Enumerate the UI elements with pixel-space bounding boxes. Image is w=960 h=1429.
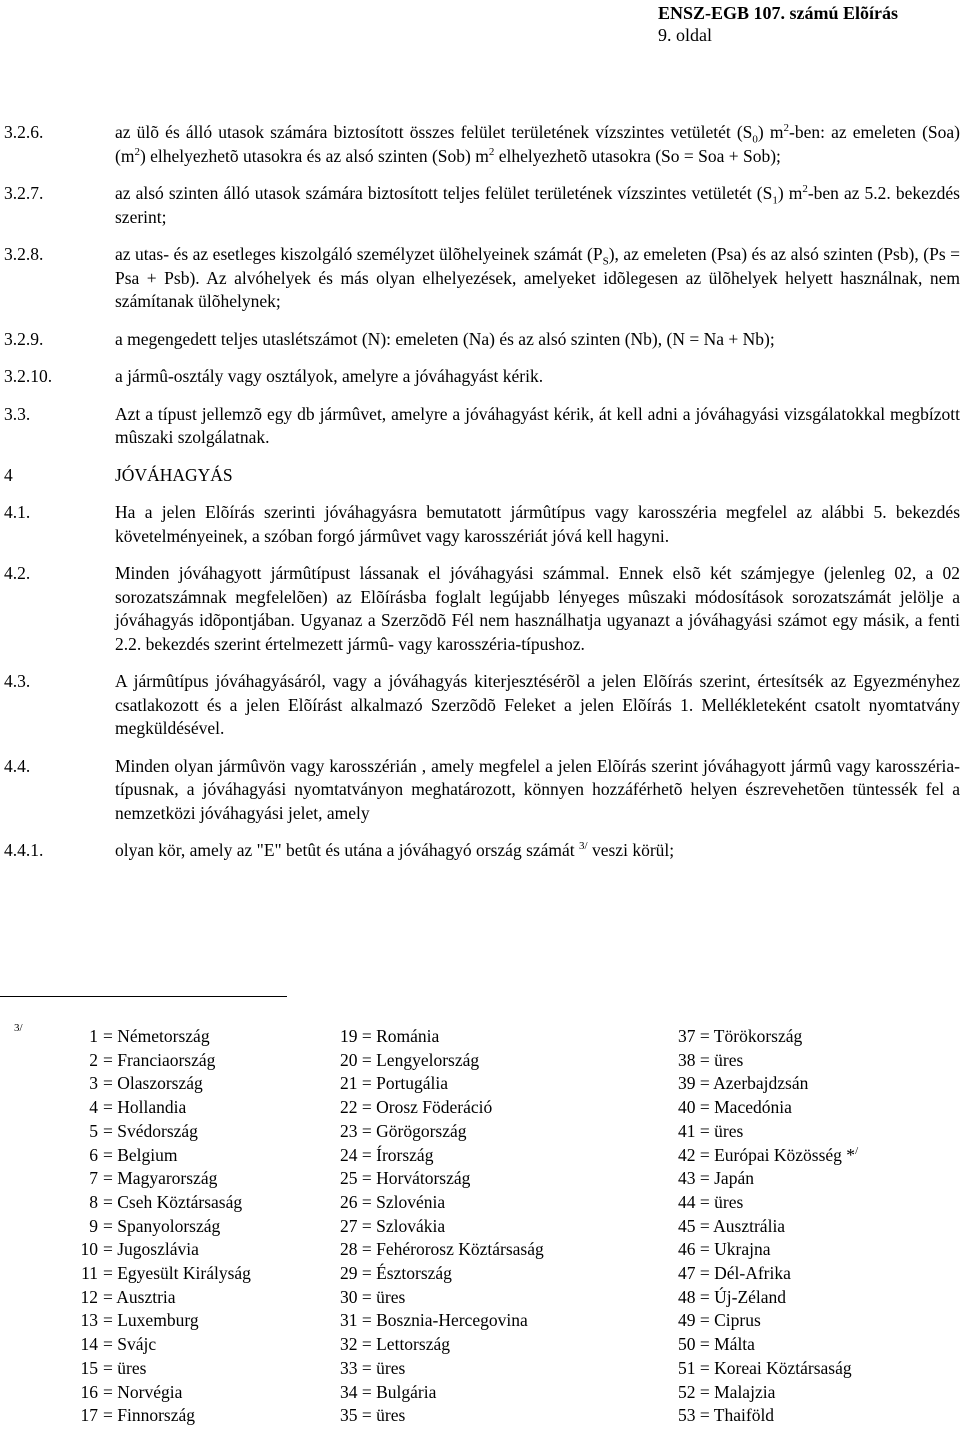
country-code-row	[58, 1309, 251, 1333]
country-code-row	[58, 1357, 251, 1381]
country-name: = Egyesült Királyság	[103, 1263, 251, 1284]
superscript: 2	[134, 145, 140, 158]
text-run: az ülõ és álló utasok számára biztosított összes felület területének vízszintes vetületét (S	[115, 122, 753, 142]
paragraph-3-2-6	[4, 121, 960, 168]
country-entry: 44 = üres	[678, 1191, 744, 1212]
country-entry: 33 = üres	[340, 1357, 406, 1378]
paragraph-number: 4.4.	[4, 755, 31, 776]
paragraph-3-2-9	[4, 328, 960, 352]
country-code-row	[340, 1238, 544, 1262]
country-entry: 35 = üres	[340, 1405, 406, 1426]
country-code-row	[340, 1286, 544, 1310]
country-name: = Jugoszlávia	[103, 1239, 199, 1260]
document-title: ENSZ-EGB 107. számú Elõírás	[657, 3, 898, 23]
country-entry: 39 = Azerbajdzsán	[678, 1073, 809, 1094]
country-code-row	[58, 1262, 251, 1286]
text-run: -ben az 5.2. bekezdés szerint;	[115, 183, 960, 227]
paragraph-number: 4.2.	[4, 563, 31, 583]
country-code-row	[58, 1144, 251, 1168]
country-code-row	[58, 1072, 251, 1096]
paragraph-text: Minden olyan jármûvön vagy karosszérián , amely megfelel a jelen Elõírás szerint jóváhagyott jármû vagy karosszéria-típusnak, a jóváhagyási nyomtatványon meghatározott, könnyen hozzáférhetõ helyen észrevehetõen tüntessék fel a nemzetközi jóváhagyási jelet, amely	[115, 755, 960, 823]
paragraph-4-4-1	[4, 839, 960, 863]
country-code-row	[678, 1262, 858, 1286]
country-code-row	[58, 1404, 251, 1428]
country-entry: 47 = Dél-Afrika	[678, 1263, 791, 1284]
country-code-row	[678, 1404, 858, 1428]
country-entry: 25 = Horvátország	[340, 1168, 471, 1189]
country-entry: 26 = Szlovénia	[340, 1191, 446, 1212]
country-entry: 21 = Portugália	[340, 1073, 449, 1094]
paragraph-text: Ha a jelen Elõírás szerinti jóváhagyásra bemutatott jármûtípus vagy karosszéria megfelel az alábbi 5. bekezdés követelményeinek, a szóban forgó jármûvet vagy karosszériát jóvá kell hagyni.	[115, 502, 960, 546]
paragraph-text: A jármûtípus jóváhagyásáról, vagy a jóváhagyás kiterjesztésérõl a jelen Elõírás szerint, értesítsék az Egyezményhez csatlakozott és a jelen Elõírást alkalmazó Szerzõdõ Feleket a jelen Elõírás 1. Mellékleteként csatolt nyomtatvány megküldésével.	[115, 671, 960, 738]
country-entry: 28 = Fehérorosz Köztársaság	[340, 1239, 544, 1260]
country-code-row	[340, 1167, 544, 1191]
country-code-number: 11	[81, 1263, 98, 1284]
country-code-row	[678, 1381, 858, 1405]
text-run: olyan kör, amely az "E" betût és utána a jóváhagyó ország számát	[115, 840, 575, 860]
country-code-row	[678, 1191, 858, 1215]
country-name: = Olaszország	[103, 1073, 203, 1094]
paragraph-number: 4.4.1.	[4, 840, 44, 860]
paragraph-number: 3.3.	[4, 403, 31, 424]
document-body	[4, 121, 960, 863]
country-code-row	[678, 1144, 858, 1168]
paragraph-text	[115, 243, 960, 314]
country-name: = Franciaország	[103, 1049, 216, 1070]
country-code-row	[58, 1381, 251, 1405]
country-code-row	[340, 1357, 544, 1381]
country-entry: 51 = Koreai Köztársaság	[678, 1357, 852, 1378]
country-name: = Belgium	[103, 1144, 178, 1165]
country-entry: 49 = Ciprus	[678, 1310, 761, 1331]
country-code-row	[340, 1404, 544, 1428]
country-code-number: 1	[89, 1026, 98, 1046]
paragraph-3-2-7	[4, 182, 960, 229]
country-entry: 30 = üres	[340, 1286, 406, 1307]
paragraph-number: 3.2.9.	[4, 328, 44, 349]
country-entry: 52 = Malajzia	[678, 1381, 776, 1402]
section-heading-4	[4, 464, 960, 488]
country-code-row	[340, 1309, 544, 1333]
country-code-row	[678, 1309, 858, 1333]
country-code-number: 17	[80, 1405, 98, 1426]
paragraph-number: 4.3.	[4, 671, 31, 691]
country-name: = üres	[103, 1357, 147, 1378]
country-name: = Cseh Köztársaság	[103, 1191, 243, 1212]
country-entry: 37 = Törökország	[678, 1026, 803, 1046]
country-name: = Németország	[103, 1026, 210, 1046]
country-name: = Luxemburg	[103, 1310, 199, 1331]
country-code-row	[340, 1120, 544, 1144]
superscript: 2	[802, 183, 808, 196]
paragraph-text: a jármû-osztály vagy osztályok, amelyre a jóváhagyást kérik.	[115, 366, 544, 386]
country-entry: 45 = Ausztrália	[678, 1215, 786, 1236]
country-code-row	[58, 1120, 251, 1144]
country-code-row	[678, 1096, 858, 1120]
footnote-country-list-col2	[340, 1025, 544, 1428]
text-run: az utas- és az esetleges kiszolgáló személyzet ülõhelyeinek számát (P	[115, 244, 603, 264]
country-code-number: 15	[80, 1357, 98, 1378]
country-entry: 23 = Görögország	[340, 1120, 467, 1141]
footnote-mark: 3/	[14, 1022, 23, 1034]
country-code-row	[58, 1333, 251, 1357]
country-name: = Svédország	[103, 1120, 198, 1141]
paragraph-4-2	[4, 562, 960, 656]
country-code-number: 7	[89, 1168, 98, 1189]
subscript: S	[602, 255, 609, 268]
country-code-row	[58, 1191, 251, 1215]
country-code-row	[58, 1286, 251, 1310]
country-code-row	[340, 1215, 544, 1239]
country-code-row	[58, 1096, 251, 1120]
country-code-row	[58, 1049, 251, 1073]
country-code-row	[58, 1215, 251, 1239]
country-code-number: 8	[89, 1191, 98, 1212]
country-code-number: 14	[80, 1334, 98, 1355]
country-entry: 50 = Málta	[678, 1334, 755, 1355]
paragraph-3-3	[4, 403, 960, 450]
country-entry: 38 = üres	[678, 1049, 744, 1070]
country-code-row	[340, 1191, 544, 1215]
country-code-number: 4	[89, 1097, 98, 1118]
country-entry: 34 = Bulgária	[340, 1381, 437, 1402]
text-run: veszi körül;	[591, 840, 675, 860]
country-entry: 53 = Thaiföld	[678, 1405, 775, 1426]
country-entry: 31 = Bosznia-Hercegovina	[340, 1310, 528, 1331]
superscript: 2	[488, 145, 495, 158]
country-entry: 19 = Románia	[340, 1026, 440, 1046]
country-name: = Finnország	[103, 1405, 196, 1426]
country-code-row	[340, 1049, 544, 1073]
footnote-country-list-col3	[678, 1025, 858, 1428]
country-code-number: 5	[89, 1120, 98, 1141]
text-run: ), az emeleten (Psa) és az alsó szinten (Psb), (Ps = Psa + Psb). Az alvóhelyek és más olyan elhelyezések, amelyeket idõlegesen az ülõhelyek helyett használnak, nem számítanak ülõhelynek;	[115, 244, 960, 311]
country-entry: 20 = Lengyelország	[340, 1049, 480, 1070]
paragraph-text	[115, 121, 960, 168]
country-entry: 27 = Szlovákia	[340, 1215, 446, 1236]
page-number: 9. oldal	[657, 25, 712, 45]
country-name: = Spanyolország	[103, 1215, 221, 1236]
country-name: = Svájc	[103, 1334, 157, 1355]
country-code-number: 9	[89, 1215, 98, 1236]
subscript: 1	[772, 194, 778, 207]
footnote-reference: 3/	[579, 840, 588, 853]
paragraph-4-1	[4, 501, 960, 548]
text-run: ) m	[757, 122, 784, 142]
paragraph-number: 4.1.	[4, 502, 31, 522]
footnote-separator	[0, 996, 287, 997]
country-code-row	[678, 1215, 858, 1239]
country-code-number: 6	[89, 1144, 98, 1165]
country-entry: 48 = Új-Zéland	[678, 1286, 787, 1307]
country-code-row	[678, 1286, 858, 1310]
footnote-asterisk-superscript: /	[855, 1144, 859, 1157]
country-code-row	[340, 1144, 544, 1168]
paragraph-number: 3.2.10.	[4, 366, 53, 386]
paragraph-text: a megengedett teljes utaslétszámot (N): emeleten (Na) és az alsó szinten (Nb), (N = Na + Nb);	[115, 328, 775, 349]
country-code-row	[340, 1072, 544, 1096]
section-number: 4	[4, 464, 13, 485]
country-entry: 40 = Macedónia	[678, 1097, 792, 1118]
country-name: = Hollandia	[103, 1097, 187, 1118]
country-code-row	[678, 1072, 858, 1096]
country-name: = Ausztria	[103, 1286, 176, 1307]
country-code-row	[678, 1238, 858, 1262]
paragraph-text	[115, 839, 960, 863]
paragraph-4-3	[4, 670, 960, 741]
country-name: = Magyarország	[103, 1168, 218, 1189]
paragraph-text: Minden jóváhagyott jármûtípust lássanak el jóváhagyási számmal. Ennek elsõ két számjegye (jelenleg 02, a 02 sorozatszámnak megfelelõen) az Elõírásba foglalt legújabb lényeges mûszaki módosítások sorozatszámát jelölje a jóváhagyás idõpontjában. Ugyanaz a Szerzõdõ Fél nem használhatja ugyanazt a jóváhagyási számot egy másik, a fenti 2.2. bekezdés szerint értelmezett jármû- vagy karosszéria-típushoz.	[115, 563, 960, 654]
country-code-number: 3	[89, 1073, 98, 1094]
paragraph-text: Azt a típust jellemzõ egy db jármûvet, amelyre a jóváhagyást kérik, át kell adni a jóváhagyási vizsgálatokkal megbízott mûszaki szolgálatnak.	[115, 403, 960, 447]
country-code-number: 10	[80, 1239, 98, 1260]
page-header	[658, 2, 898, 46]
country-code-row	[678, 1357, 858, 1381]
section-title: JÓVÁHAGYÁS	[115, 464, 233, 485]
text-run: ) m	[777, 183, 803, 203]
country-code-row	[340, 1381, 544, 1405]
paragraph-3-2-10	[4, 365, 960, 389]
text-run: elhelyezhetõ utasokra (So = Soa + Sob);	[494, 145, 781, 166]
text-run: ) elhelyezhetõ utasokra és az alsó szinten (Sob) m	[139, 145, 489, 166]
subscript: 0	[752, 133, 758, 146]
country-entry: 41 = üres	[678, 1120, 744, 1141]
text-run: az alsó szinten álló utasok számára biztosított teljes felület területének vízszintes vetületét (S	[115, 183, 773, 203]
country-code-number: 16	[80, 1381, 98, 1402]
country-entry: 46 = Ukrajna	[678, 1239, 771, 1260]
country-entry: 43 = Japán	[678, 1168, 754, 1189]
country-entry: 32 = Lettország	[340, 1334, 450, 1355]
superscript: 2	[783, 122, 789, 135]
text-run: -ben: az emeleten (Soa) (m	[115, 122, 960, 166]
country-entry: 29 = Észtország	[340, 1263, 452, 1284]
country-code-number: 2	[89, 1049, 98, 1070]
country-code-number: 13	[80, 1310, 98, 1331]
country-code-row	[340, 1262, 544, 1286]
country-entry: 24 = Írország	[340, 1144, 434, 1165]
country-code-row	[340, 1025, 544, 1049]
country-code-row	[678, 1333, 858, 1357]
country-code-number: 12	[80, 1286, 98, 1307]
footnote-country-list-col1	[58, 1025, 251, 1428]
country-code-row	[58, 1025, 251, 1049]
country-code-row	[678, 1025, 858, 1049]
country-code-row	[678, 1167, 858, 1191]
paragraph-number: 3.2.6.	[4, 122, 44, 142]
country-code-row	[678, 1120, 858, 1144]
country-code-row	[340, 1096, 544, 1120]
paragraph-4-4	[4, 755, 960, 826]
country-entry: 22 = Orosz Föderáció	[340, 1097, 493, 1118]
country-code-row	[340, 1333, 544, 1357]
paragraph-text	[115, 182, 960, 229]
paragraph-3-2-8	[4, 243, 960, 314]
country-code-row	[58, 1238, 251, 1262]
country-code-row	[58, 1167, 251, 1191]
country-code-row	[678, 1049, 858, 1073]
country-entry: 42 = Európai Közösség *	[678, 1144, 856, 1165]
paragraph-number: 3.2.8.	[4, 244, 44, 264]
paragraph-number: 3.2.7.	[4, 183, 44, 203]
country-name: = Norvégia	[103, 1381, 183, 1402]
